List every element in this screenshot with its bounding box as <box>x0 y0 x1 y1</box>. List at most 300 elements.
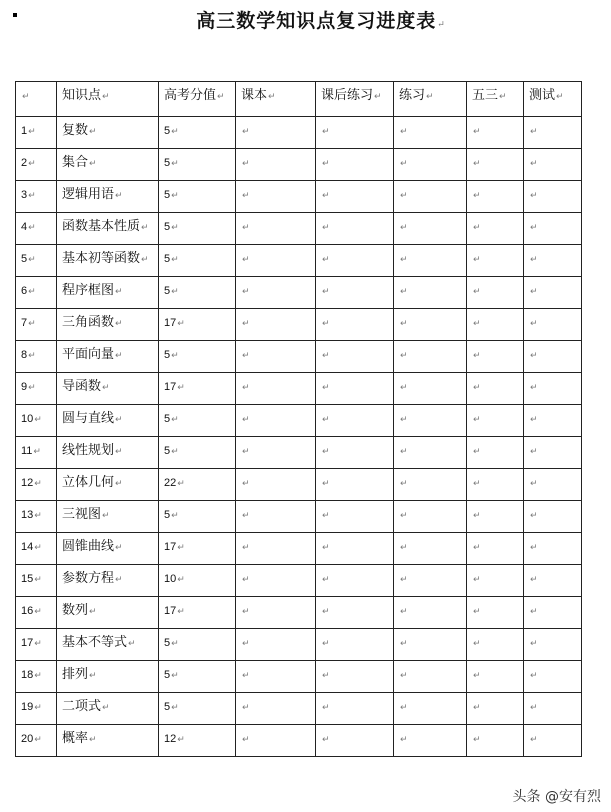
header-cell <box>467 82 524 117</box>
paragraph-mark-icon: ↵ <box>322 671 330 681</box>
paragraph-mark-icon: ↵ <box>171 511 179 521</box>
topic-cell-text: 参数方程 <box>62 571 115 586</box>
paragraph-mark-icon: ↵ <box>400 415 408 425</box>
paragraph-mark-icon: ↵ <box>322 255 330 265</box>
empty-cell <box>524 469 582 501</box>
paragraph-mark-icon: ↵ <box>34 479 42 489</box>
topic-cell-text: 三视图 <box>62 507 102 522</box>
row-number-cell-text: 6 <box>21 285 28 297</box>
score-cell <box>159 437 236 469</box>
empty-cell <box>467 469 524 501</box>
paragraph-mark-icon: ↵ <box>322 319 330 329</box>
topic-cell <box>57 405 159 437</box>
score-cell <box>159 629 236 661</box>
topic-cell-text: 函数基本性质 <box>62 219 141 234</box>
paragraph-mark-icon: ↵ <box>268 92 276 102</box>
empty-cell <box>524 693 582 725</box>
empty-cell <box>316 437 394 469</box>
paragraph-mark-icon: ↵ <box>34 735 42 745</box>
paragraph-mark-icon: ↵ <box>171 191 179 201</box>
paragraph-mark-icon: ↵ <box>473 735 481 745</box>
empty-cell <box>524 277 582 309</box>
paragraph-mark-icon: ↵ <box>115 479 123 489</box>
paragraph-mark-icon: ↵ <box>400 319 408 329</box>
row-number-cell <box>16 117 57 149</box>
empty-cell <box>524 245 582 277</box>
row-number-cell-text: 16 <box>21 605 34 617</box>
empty-cell <box>467 341 524 373</box>
paragraph-mark-icon: ↵ <box>89 607 97 617</box>
empty-cell <box>316 693 394 725</box>
empty-cell <box>467 661 524 693</box>
topic-cell-text: 概率 <box>62 731 89 746</box>
empty-cell <box>394 277 467 309</box>
paragraph-mark-icon: ↵ <box>34 575 42 585</box>
paragraph-mark-icon: ↵ <box>473 575 481 585</box>
paragraph-mark-icon: ↵ <box>499 92 507 102</box>
paragraph-mark-icon: ↵ <box>473 255 481 265</box>
empty-cell <box>236 533 316 565</box>
empty-cell <box>316 725 394 757</box>
empty-cell <box>467 149 524 181</box>
paragraph-mark-icon: ↵ <box>28 191 36 201</box>
row-number-cell <box>16 149 57 181</box>
topic-cell <box>57 181 159 213</box>
row-number-cell-text: 14 <box>21 541 34 553</box>
empty-cell <box>467 309 524 341</box>
paragraph-mark-icon: ↵ <box>400 255 408 265</box>
empty-cell <box>394 341 467 373</box>
row-number-cell-text: 15 <box>21 573 34 585</box>
score-cell-text: 17 <box>164 605 177 617</box>
table-row <box>16 405 582 437</box>
score-cell-text: 5 <box>164 157 171 169</box>
paragraph-mark-icon: ↵ <box>242 415 250 425</box>
paragraph-mark-icon: ↵ <box>530 543 538 553</box>
empty-cell <box>394 213 467 245</box>
row-number-cell <box>16 469 57 501</box>
paragraph-mark-icon: ↵ <box>242 639 250 649</box>
paragraph-mark-icon: ↵ <box>171 703 179 713</box>
paragraph-mark-icon: ↵ <box>171 415 179 425</box>
paragraph-mark-icon: ↵ <box>34 511 42 521</box>
row-number-cell-text: 2 <box>21 157 28 169</box>
paragraph-mark-icon: ↵ <box>171 447 179 457</box>
empty-cell <box>524 629 582 661</box>
row-number-cell-text: 9 <box>21 381 28 393</box>
score-cell-text: 5 <box>164 125 171 137</box>
table-row <box>16 181 582 213</box>
progress-table <box>15 81 582 757</box>
topic-cell-text: 复数 <box>62 123 89 138</box>
score-cell-text: 5 <box>164 349 171 361</box>
paragraph-mark-icon: ↵ <box>34 415 42 425</box>
paragraph-mark-icon: ↵ <box>128 639 136 649</box>
row-number-cell <box>16 565 57 597</box>
paragraph-mark-icon: ↵ <box>28 319 36 329</box>
paragraph-mark-icon: ↵ <box>102 383 110 393</box>
paragraph-mark-icon: ↵ <box>437 20 445 30</box>
paragraph-mark-icon: ↵ <box>242 671 250 681</box>
topic-cell <box>57 501 159 533</box>
page-title <box>0 6 611 33</box>
table-row <box>16 693 582 725</box>
topic-cell <box>57 245 159 277</box>
row-number-cell-text: 19 <box>21 701 34 713</box>
paragraph-mark-icon: ↵ <box>33 447 41 457</box>
empty-cell <box>236 693 316 725</box>
paragraph-mark-icon: ↵ <box>89 671 97 681</box>
header-cell <box>316 82 394 117</box>
score-cell <box>159 661 236 693</box>
topic-cell <box>57 469 159 501</box>
topic-cell-text: 逻辑用语 <box>62 187 115 202</box>
header-cell <box>394 82 467 117</box>
paragraph-mark-icon: ↵ <box>322 703 330 713</box>
empty-cell <box>316 533 394 565</box>
empty-cell <box>236 629 316 661</box>
topic-cell <box>57 661 159 693</box>
paragraph-mark-icon: ↵ <box>374 92 382 102</box>
paragraph-mark-icon: ↵ <box>102 511 110 521</box>
empty-cell <box>236 277 316 309</box>
topic-cell <box>57 149 159 181</box>
paragraph-mark-icon: ↵ <box>322 575 330 585</box>
empty-cell <box>394 629 467 661</box>
row-number-cell-text: 20 <box>21 733 34 745</box>
paragraph-mark-icon: ↵ <box>242 351 250 361</box>
topic-cell <box>57 117 159 149</box>
paragraph-mark-icon: ↵ <box>242 191 250 201</box>
empty-cell <box>524 149 582 181</box>
row-number-cell <box>16 341 57 373</box>
empty-cell <box>236 597 316 629</box>
paragraph-mark-icon: ↵ <box>242 127 250 137</box>
paragraph-mark-icon: ↵ <box>322 383 330 393</box>
empty-cell <box>394 661 467 693</box>
paragraph-mark-icon: ↵ <box>473 351 481 361</box>
paragraph-mark-icon: ↵ <box>171 127 179 137</box>
row-number-cell <box>16 533 57 565</box>
empty-cell <box>316 373 394 405</box>
score-cell <box>159 565 236 597</box>
paragraph-mark-icon: ↵ <box>473 223 481 233</box>
empty-cell <box>524 341 582 373</box>
empty-cell <box>316 181 394 213</box>
header-cell <box>159 82 236 117</box>
paragraph-mark-icon: ↵ <box>473 543 481 553</box>
paragraph-mark-icon: ↵ <box>141 255 149 265</box>
score-cell <box>159 501 236 533</box>
topic-cell <box>57 437 159 469</box>
paragraph-mark-icon: ↵ <box>177 543 185 553</box>
paragraph-mark-icon: ↵ <box>242 287 250 297</box>
table-header-row <box>16 82 582 117</box>
empty-cell <box>236 405 316 437</box>
paragraph-mark-icon: ↵ <box>400 671 408 681</box>
header-cell <box>16 82 57 117</box>
topic-cell <box>57 597 159 629</box>
paragraph-mark-icon: ↵ <box>242 703 250 713</box>
row-number-cell-text: 5 <box>21 253 28 265</box>
paragraph-mark-icon: ↵ <box>102 92 110 102</box>
header-cell <box>524 82 582 117</box>
paragraph-mark-icon: ↵ <box>322 415 330 425</box>
topic-cell-text: 排列 <box>62 667 89 682</box>
row-number-cell-text: 12 <box>21 477 34 489</box>
paragraph-mark-icon: ↵ <box>242 223 250 233</box>
row-number-cell <box>16 597 57 629</box>
paragraph-mark-icon: ↵ <box>473 287 481 297</box>
empty-cell <box>236 501 316 533</box>
empty-cell <box>524 533 582 565</box>
topic-cell <box>57 213 159 245</box>
row-number-cell-text: 13 <box>21 509 34 521</box>
paragraph-mark-icon: ↵ <box>473 511 481 521</box>
row-number-cell <box>16 245 57 277</box>
score-cell-text: 10 <box>164 573 177 585</box>
paragraph-mark-icon: ↵ <box>322 479 330 489</box>
empty-cell <box>524 405 582 437</box>
topic-cell <box>57 309 159 341</box>
empty-cell <box>524 213 582 245</box>
paragraph-mark-icon: ↵ <box>400 159 408 169</box>
paragraph-mark-icon: ↵ <box>322 447 330 457</box>
paragraph-mark-icon: ↵ <box>322 735 330 745</box>
table-row <box>16 245 582 277</box>
empty-cell <box>394 437 467 469</box>
topic-cell-text: 圆与直线 <box>62 411 115 426</box>
paragraph-mark-icon: ↵ <box>242 319 250 329</box>
paragraph-mark-icon: ↵ <box>322 287 330 297</box>
empty-cell <box>316 213 394 245</box>
paragraph-mark-icon: ↵ <box>530 703 538 713</box>
empty-cell <box>467 533 524 565</box>
topic-cell-text: 立体几何 <box>62 475 115 490</box>
empty-cell <box>236 373 316 405</box>
paragraph-mark-icon: ↵ <box>89 735 97 745</box>
paragraph-mark-icon: ↵ <box>400 607 408 617</box>
row-number-cell <box>16 629 57 661</box>
paragraph-mark-icon: ↵ <box>34 703 42 713</box>
empty-cell <box>236 117 316 149</box>
empty-cell <box>467 629 524 661</box>
paragraph-mark-icon: ↵ <box>530 607 538 617</box>
paragraph-mark-icon: ↵ <box>115 415 123 425</box>
paragraph-mark-icon: ↵ <box>177 607 185 617</box>
empty-cell <box>394 117 467 149</box>
title-text: 高三数学知识点复习进度表 <box>196 10 437 32</box>
topic-cell <box>57 629 159 661</box>
paragraph-mark-icon: ↵ <box>322 159 330 169</box>
paragraph-mark-icon: ↵ <box>242 575 250 585</box>
row-number-cell-text: 18 <box>21 669 34 681</box>
paragraph-mark-icon: ↵ <box>400 223 408 233</box>
paragraph-mark-icon: ↵ <box>115 575 123 585</box>
paragraph-mark-icon: ↵ <box>530 287 538 297</box>
paragraph-mark-icon: ↵ <box>530 447 538 457</box>
empty-cell <box>316 405 394 437</box>
paragraph-mark-icon: ↵ <box>530 255 538 265</box>
row-number-cell-text: 10 <box>21 413 34 425</box>
table-row <box>16 309 582 341</box>
paragraph-mark-icon: ↵ <box>242 511 250 521</box>
topic-cell <box>57 725 159 757</box>
paragraph-mark-icon: ↵ <box>530 223 538 233</box>
topic-cell <box>57 373 159 405</box>
paragraph-mark-icon: ↵ <box>242 735 250 745</box>
paragraph-mark-icon: ↵ <box>400 287 408 297</box>
empty-cell <box>394 245 467 277</box>
row-number-cell-text: 7 <box>21 317 28 329</box>
score-cell-text: 12 <box>164 733 177 745</box>
header-cell-text: 课本 <box>241 88 268 103</box>
empty-cell <box>524 117 582 149</box>
paragraph-mark-icon: ↵ <box>530 479 538 489</box>
score-cell-text: 5 <box>164 253 171 265</box>
empty-cell <box>524 597 582 629</box>
row-number-cell-text: 4 <box>21 221 28 233</box>
topic-cell <box>57 341 159 373</box>
topic-cell-text: 二项式 <box>62 699 102 714</box>
empty-cell <box>394 181 467 213</box>
score-cell-text: 5 <box>164 669 171 681</box>
empty-cell <box>316 309 394 341</box>
topic-cell <box>57 277 159 309</box>
row-number-cell-text: 3 <box>21 189 28 201</box>
watermark: 头条 @安有烈 <box>512 789 601 805</box>
table-row <box>16 501 582 533</box>
empty-cell <box>524 725 582 757</box>
paragraph-mark-icon: ↵ <box>242 543 250 553</box>
empty-cell <box>467 693 524 725</box>
header-cell-text: 课后练习 <box>321 88 374 103</box>
score-cell <box>159 277 236 309</box>
paragraph-mark-icon: ↵ <box>473 639 481 649</box>
empty-cell <box>394 501 467 533</box>
score-cell-text: 5 <box>164 509 171 521</box>
table-row <box>16 661 582 693</box>
topic-cell <box>57 533 159 565</box>
table-row <box>16 341 582 373</box>
paragraph-mark-icon: ↵ <box>322 607 330 617</box>
row-number-cell <box>16 661 57 693</box>
empty-cell <box>394 693 467 725</box>
paragraph-mark-icon: ↵ <box>400 383 408 393</box>
score-cell <box>159 117 236 149</box>
topic-cell-text: 基本不等式 <box>62 635 128 650</box>
paragraph-mark-icon: ↵ <box>115 191 123 201</box>
empty-cell <box>316 597 394 629</box>
paragraph-mark-icon: ↵ <box>34 543 42 553</box>
empty-cell <box>394 597 467 629</box>
empty-cell <box>524 437 582 469</box>
paragraph-mark-icon: ↵ <box>171 255 179 265</box>
paragraph-mark-icon: ↵ <box>400 351 408 361</box>
table-row <box>16 533 582 565</box>
empty-cell <box>524 661 582 693</box>
row-number-cell <box>16 373 57 405</box>
empty-cell <box>467 565 524 597</box>
paragraph-mark-icon: ↵ <box>217 92 225 102</box>
score-cell <box>159 309 236 341</box>
paragraph-mark-icon: ↵ <box>242 607 250 617</box>
empty-cell <box>236 181 316 213</box>
paragraph-mark-icon: ↵ <box>177 479 185 489</box>
paragraph-mark-icon: ↵ <box>473 671 481 681</box>
topic-cell-text: 线性规划 <box>62 443 115 458</box>
paragraph-mark-icon: ↵ <box>322 543 330 553</box>
paragraph-mark-icon: ↵ <box>473 191 481 201</box>
paragraph-mark-icon: ↵ <box>322 127 330 137</box>
score-cell <box>159 373 236 405</box>
empty-cell <box>316 469 394 501</box>
row-number-cell <box>16 725 57 757</box>
table-row <box>16 629 582 661</box>
paragraph-mark-icon: ↵ <box>171 159 179 169</box>
header-cell-text: 测试 <box>529 88 556 103</box>
paragraph-mark-icon: ↵ <box>171 287 179 297</box>
score-cell <box>159 597 236 629</box>
topic-cell-text: 程序框图 <box>62 283 115 298</box>
row-number-cell <box>16 437 57 469</box>
empty-cell <box>236 245 316 277</box>
row-number-cell <box>16 181 57 213</box>
paragraph-mark-icon: ↵ <box>242 383 250 393</box>
paragraph-mark-icon: ↵ <box>400 575 408 585</box>
paragraph-mark-icon: ↵ <box>177 735 185 745</box>
empty-cell <box>316 341 394 373</box>
paragraph-mark-icon: ↵ <box>242 479 250 489</box>
row-number-cell <box>16 213 57 245</box>
header-cell-text: 高考分值 <box>164 88 217 103</box>
paragraph-mark-icon: ↵ <box>400 543 408 553</box>
paragraph-mark-icon: ↵ <box>473 447 481 457</box>
paragraph-mark-icon: ↵ <box>400 191 408 201</box>
paragraph-mark-icon: ↵ <box>473 383 481 393</box>
topic-cell <box>57 565 159 597</box>
table-row <box>16 597 582 629</box>
row-number-cell-text: 17 <box>21 637 34 649</box>
paragraph-mark-icon: ↵ <box>89 159 97 169</box>
paragraph-mark-icon: ↵ <box>171 223 179 233</box>
empty-cell <box>236 437 316 469</box>
table-row <box>16 149 582 181</box>
table-row <box>16 725 582 757</box>
paragraph-mark-icon: ↵ <box>28 383 36 393</box>
score-cell <box>159 149 236 181</box>
paragraph-mark-icon: ↵ <box>28 127 36 137</box>
empty-cell <box>236 213 316 245</box>
empty-cell <box>524 181 582 213</box>
paragraph-mark-icon: ↵ <box>556 92 564 102</box>
empty-cell <box>467 501 524 533</box>
score-cell <box>159 725 236 757</box>
empty-cell <box>394 309 467 341</box>
table-row <box>16 277 582 309</box>
empty-cell <box>316 629 394 661</box>
empty-cell <box>467 117 524 149</box>
score-cell-text: 5 <box>164 189 171 201</box>
empty-cell <box>524 373 582 405</box>
paragraph-mark-icon: ↵ <box>322 639 330 649</box>
paragraph-mark-icon: ↵ <box>400 735 408 745</box>
empty-cell <box>467 213 524 245</box>
paragraph-mark-icon: ↵ <box>28 351 36 361</box>
paragraph-mark-icon: ↵ <box>530 511 538 521</box>
paragraph-mark-icon: ↵ <box>473 479 481 489</box>
paragraph-mark-icon: ↵ <box>400 511 408 521</box>
